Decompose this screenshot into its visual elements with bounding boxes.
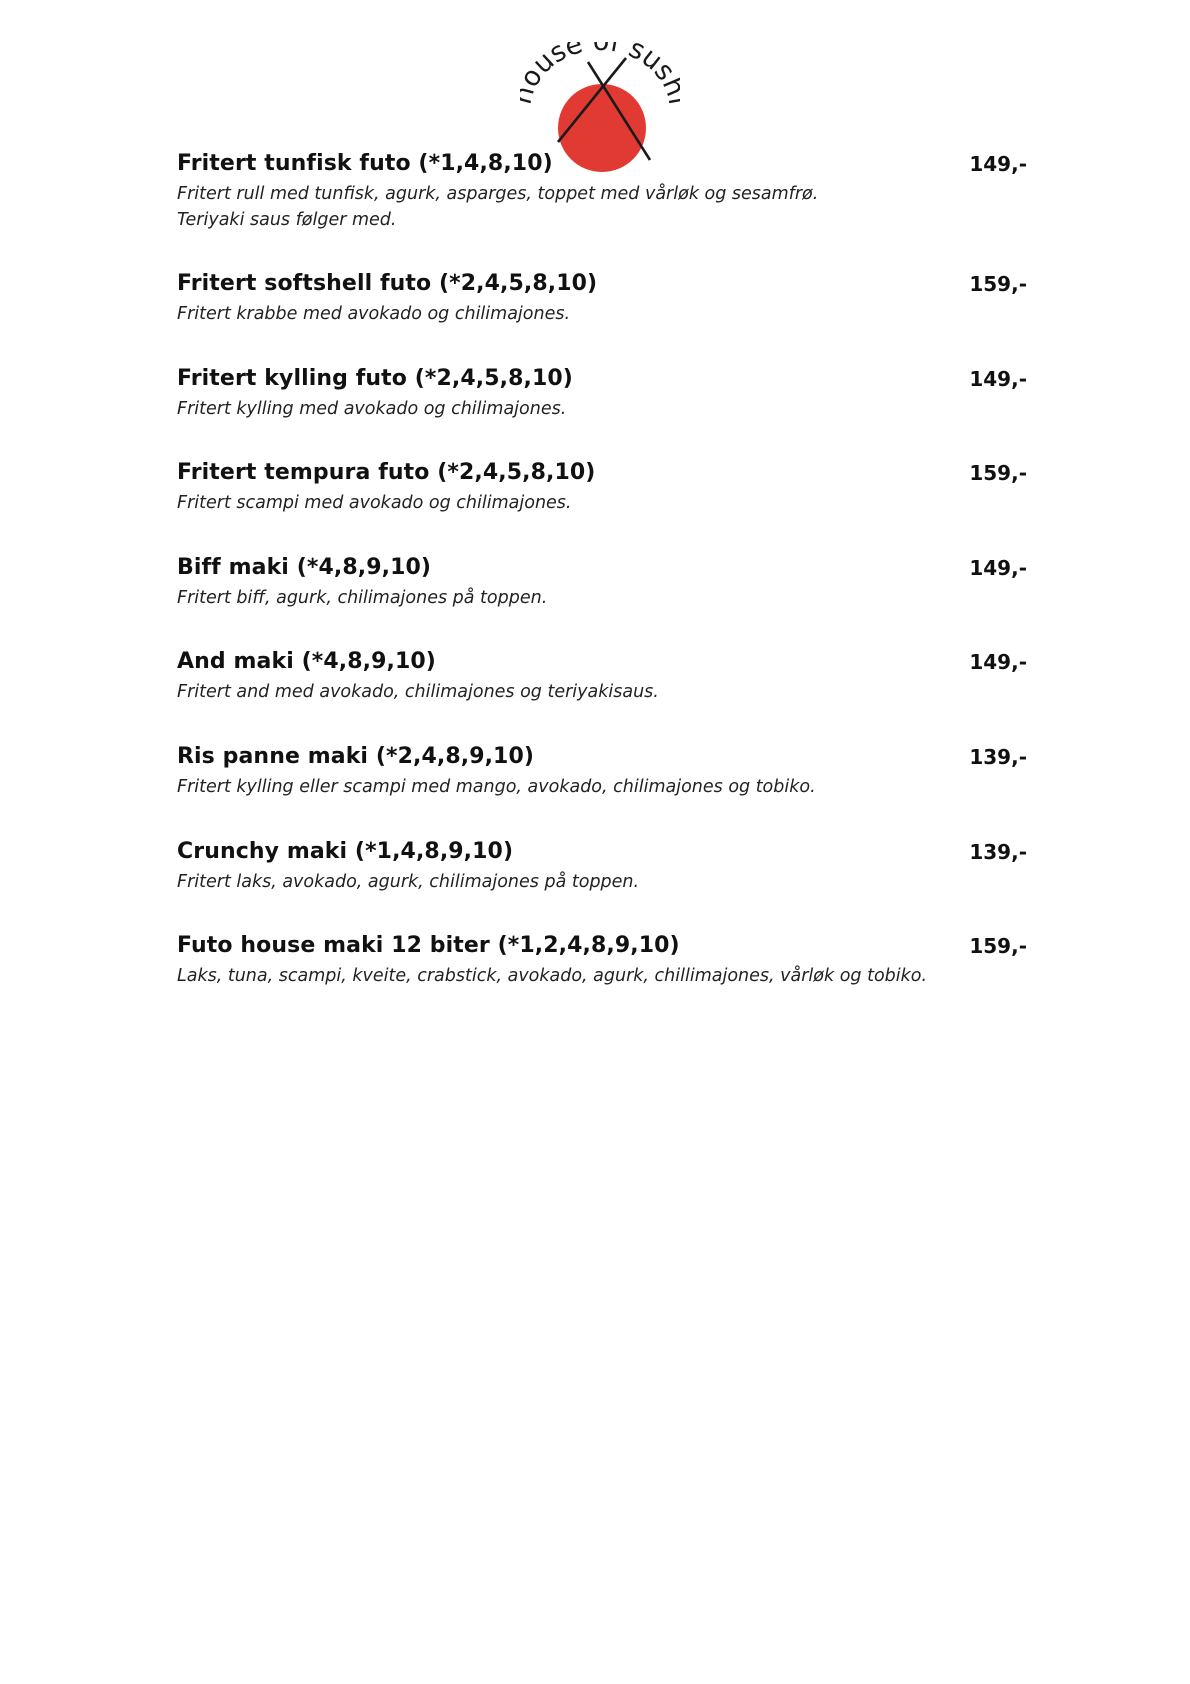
- item-name: Fritert tempura futo (*2,4,5,8,10): [177, 460, 596, 486]
- menu-item: [177, 365, 1027, 460]
- item-price: 149,-: [969, 650, 1027, 675]
- item-price: 149,-: [969, 152, 1027, 176]
- description-line: Fritert rull med tunfisk, agurk, asparges, toppet med vårløk og sesamfrø.: [177, 184, 819, 204]
- item-name: And maki (*4,8,9,10): [177, 649, 436, 675]
- item-description: [177, 774, 937, 800]
- menu-item: [177, 270, 1027, 365]
- item-price: 139,-: [969, 839, 1027, 864]
- item-name: Fritert tunfisk futo (*1,4,8,10): [177, 151, 553, 176]
- item-name: Futo house maki 12 biter (*1,2,4,8,9,10): [177, 933, 680, 959]
- description-line: Laks, tuna, scampi, kveite, crabstick, avokado, agurk, chillimajones, vårløk og tobiko.: [177, 966, 928, 987]
- item-description: [177, 869, 937, 895]
- menu-item: [177, 743, 1027, 838]
- item-price: 159,-: [969, 934, 1027, 959]
- description-line: Fritert scampi med avokado og chilimajones.: [177, 493, 572, 514]
- item-description: [177, 963, 937, 989]
- description-line: Fritert biff, agurk, chilimajones på toppen.: [177, 587, 548, 608]
- menu-item: [177, 932, 1027, 1027]
- item-description: [177, 490, 937, 516]
- item-description: [177, 585, 937, 611]
- menu-item: [177, 554, 1027, 649]
- item-name: Crunchy maki (*1,4,8,9,10): [177, 838, 514, 864]
- item-description: [177, 396, 937, 422]
- item-name: Fritert kylling futo (*2,4,5,8,10): [177, 365, 573, 391]
- item-price: 139,-: [969, 744, 1027, 769]
- description-line: Fritert laks, avokado, agurk, chilimajones på toppen.: [177, 871, 640, 892]
- item-name: Fritert softshell futo (*2,4,5,8,10): [177, 271, 598, 296]
- menu-item: [177, 150, 1027, 270]
- item-price: 149,-: [969, 555, 1027, 580]
- item-price: 159,-: [969, 461, 1027, 486]
- description-line: Fritert and med avokado, chilimajones og teriyakisaus.: [177, 682, 659, 703]
- menu-list: [177, 150, 1027, 1027]
- description-line: Teriyaki saus følger med.: [177, 210, 397, 230]
- description-line: Fritert krabbe med avokado og chilimajones.: [177, 304, 571, 324]
- description-line: Fritert kylling med avokado og chilimajones.: [177, 398, 567, 419]
- menu-item: [177, 648, 1027, 743]
- item-description: [177, 679, 937, 705]
- description-line: Fritert kylling eller scampi med mango, avokado, chilimajones og tobiko.: [177, 776, 816, 797]
- logo-text: use f sus: [526, 42, 680, 87]
- item-name: Ris panne maki (*2,4,8,9,10): [177, 743, 535, 769]
- item-description: [177, 301, 937, 327]
- item-description: [177, 181, 937, 233]
- item-price: 149,-: [969, 366, 1027, 391]
- menu-item: [177, 459, 1027, 554]
- item-price: 159,-: [969, 272, 1027, 296]
- item-name: Biff maki (*4,8,9,10): [177, 554, 432, 580]
- menu-item: [177, 838, 1027, 933]
